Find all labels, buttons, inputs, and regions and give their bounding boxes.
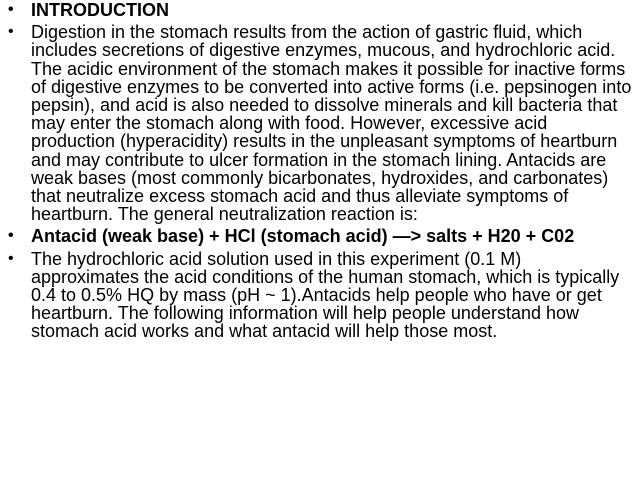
bullet-text: The hydrochloric acid solution used in this experiment (0.1 M) approximates the acid conditions of the human stomach, which is typically 0.4 to 0.5% HQ by mass (pH ~ 1).Antacids help people who have or get heartburn. The following information will help people understand how stomach acid works and what antacid will help those most. — [31, 248, 620, 342]
bullet-introduction-heading — [8, 1, 634, 19]
bullet-list — [8, 1, 634, 345]
bullet-text: Digestion in the stomach results from the action of gastric fluid, which includes secretions of digestive enzymes, mucous, and hydrochloric acid. The acidic environment of the stomach makes it possible for inactive forms of digestive enzymes to be converted into active forms (i.e. pepsinogen into pepsin), and acid is also needed to dissolve minerals and kill bacteria that may enter the stomach along with food. However, excessive acid production (hyperacidity) results in the unpleasant symptoms of heartburn and may contribute to ulcer formation in the stomach lining. Antacids are weak bases (most commonly bicarbonates, hydroxides, and carbonates) that neutralize excess stomach acid and thus alleviate symptoms of heartburn. The general neutralization reaction is: — [31, 22, 632, 225]
bullet-digestion-paragraph — [8, 23, 634, 223]
bullet-text: Antacid (weak base) + HCl (stomach acid) —> salts + H20 + C02 — [31, 226, 575, 247]
bullet-reaction-equation — [8, 227, 634, 245]
bullet-experiment-paragraph — [8, 250, 634, 341]
bullet-text: INTRODUCTION — [31, 0, 169, 20]
bullet-dot-icon: • — [8, 227, 14, 245]
bullet-dot-icon: • — [8, 249, 14, 267]
bullet-dot-icon: • — [8, 1, 14, 18]
bullet-dot-icon: • — [8, 23, 14, 41]
